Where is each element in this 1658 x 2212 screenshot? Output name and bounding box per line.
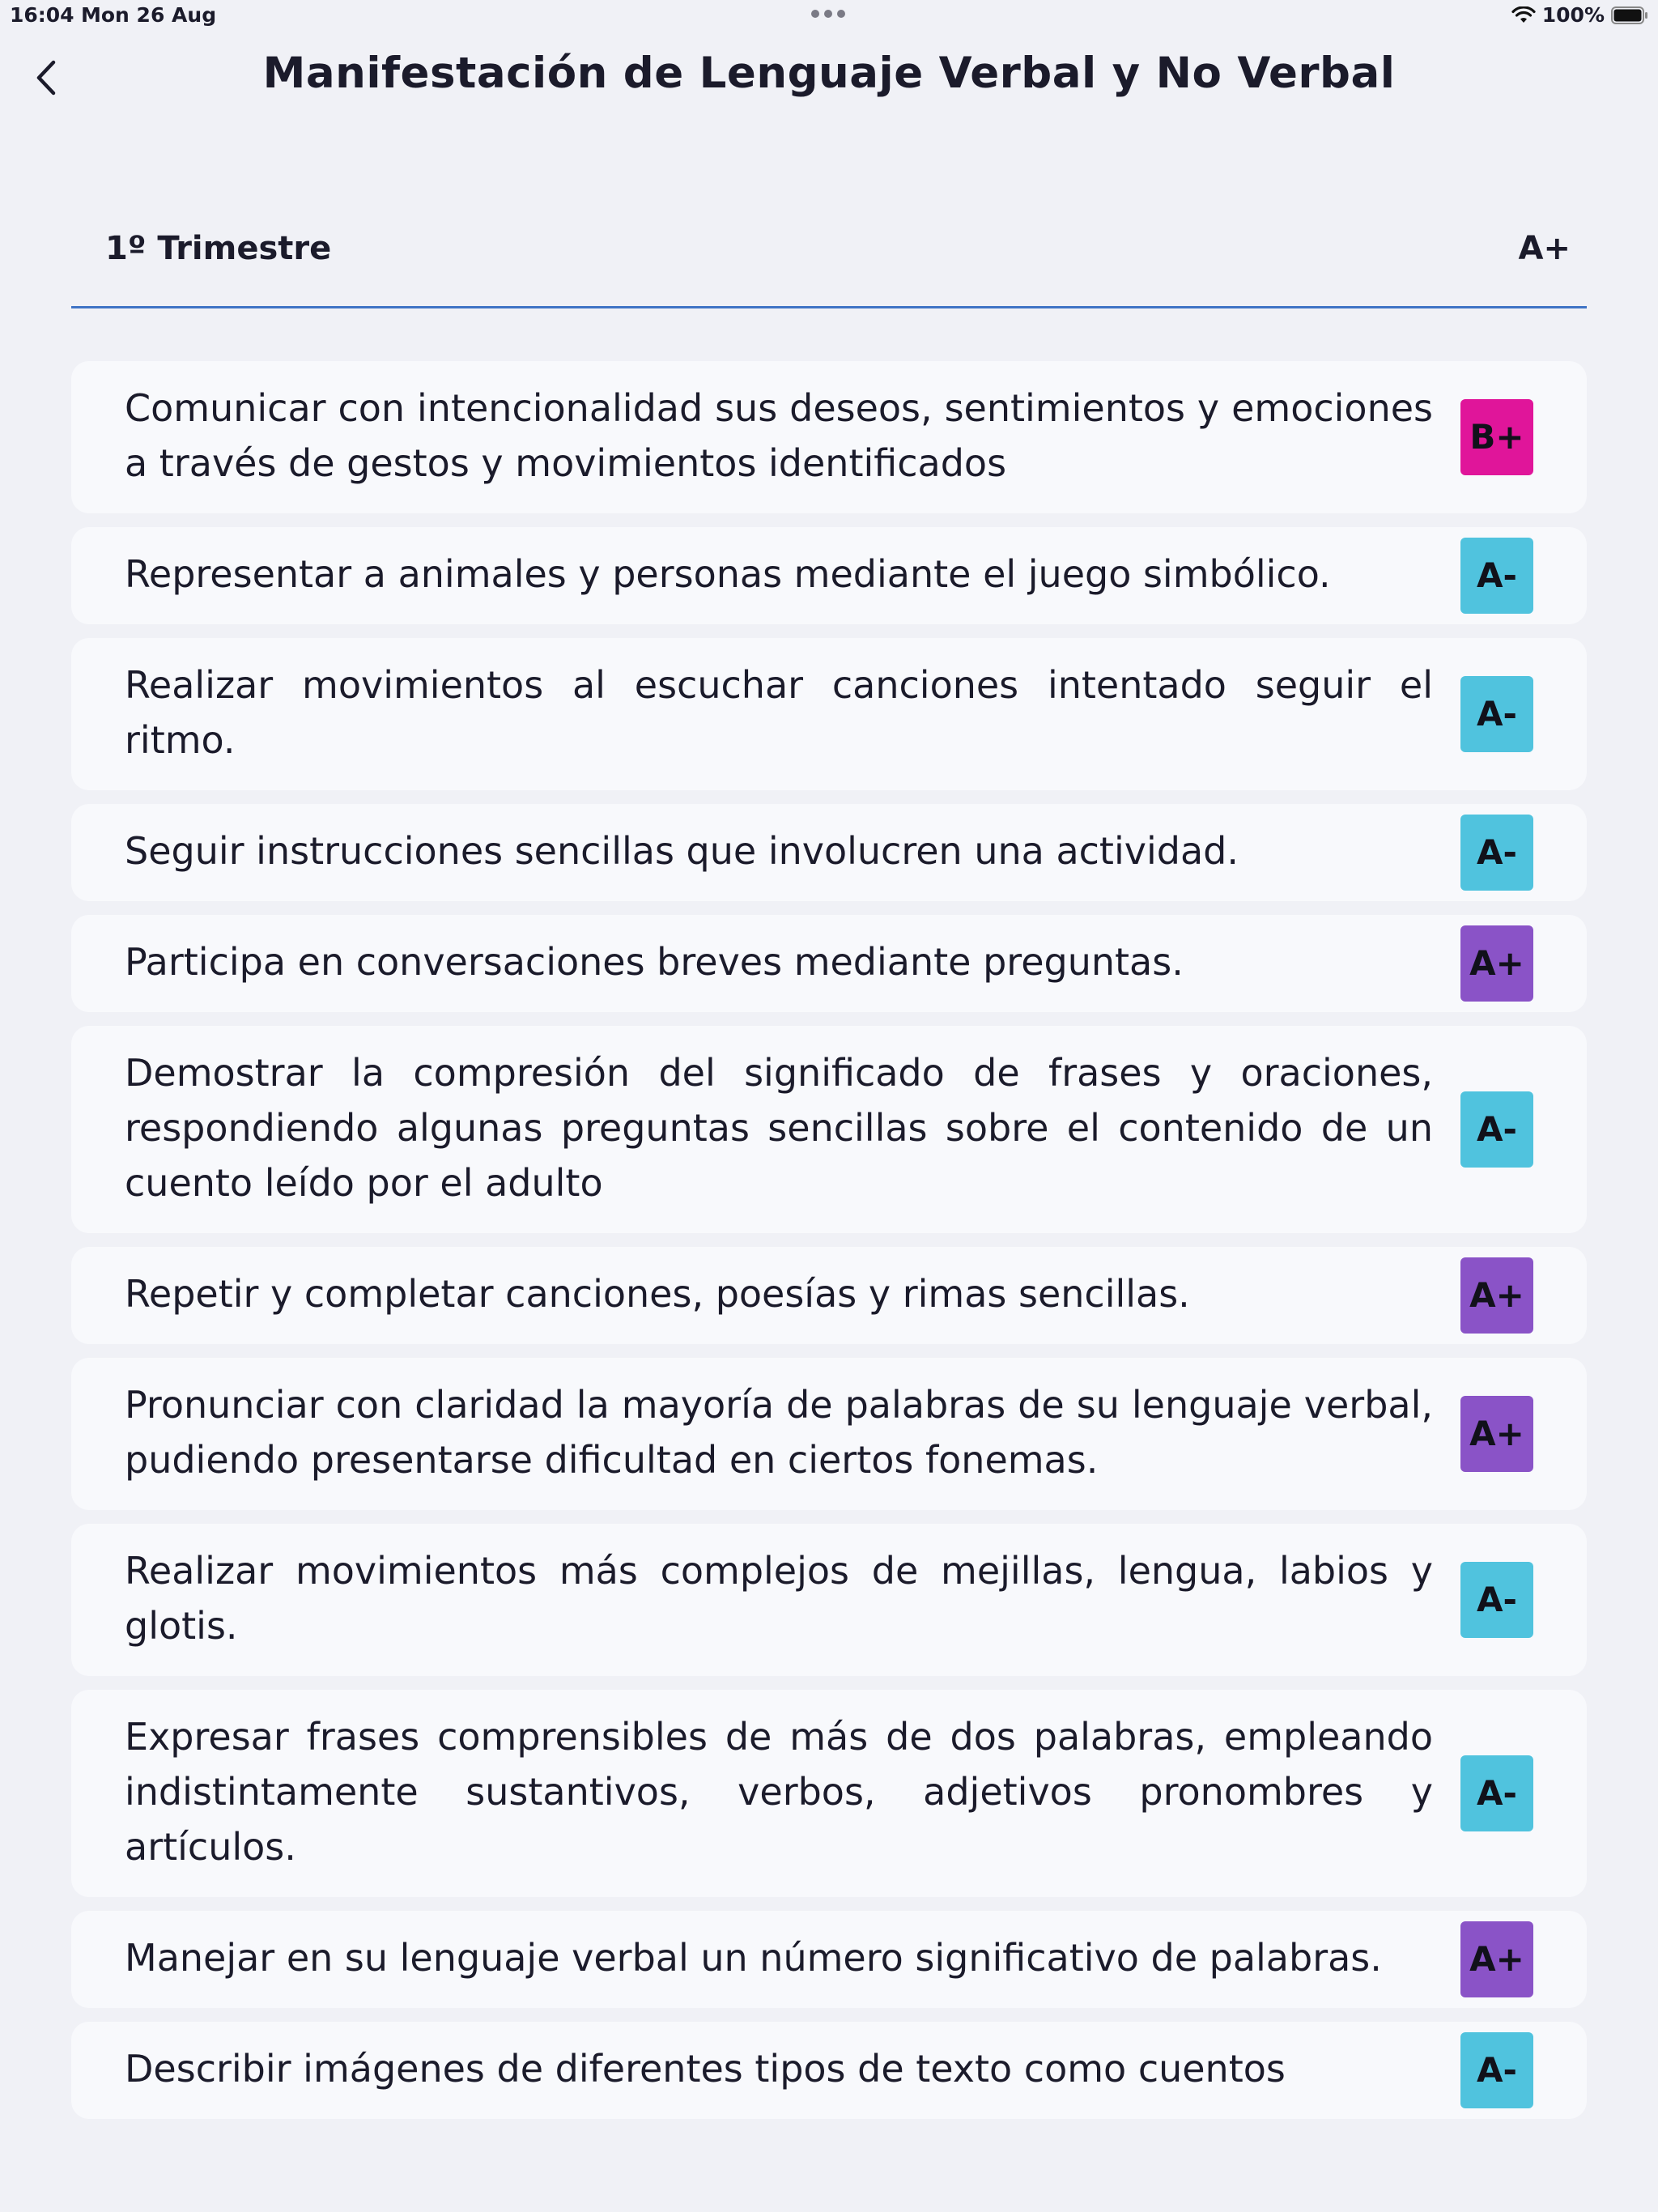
status-bar xyxy=(0,0,1658,32)
criterion-text: Representar a animales y personas mediante el juego simbólico. xyxy=(125,552,1331,596)
criterion-row xyxy=(71,2022,1587,2119)
grade-badge: A+ xyxy=(1460,1921,1533,1997)
criterion-row xyxy=(71,915,1587,1012)
grade-badge: A- xyxy=(1460,538,1533,614)
grade-badge: B+ xyxy=(1460,399,1533,475)
criterion-row xyxy=(71,1524,1587,1676)
criterion-text: Comunicar con intencionalidad sus deseos, sentimientos y emociones a través de gestos y movimientos identificados xyxy=(125,386,1433,485)
grade-badge: A- xyxy=(1460,1091,1533,1168)
criterion-text: Repetir y completar canciones, poesías y rimas sencillas. xyxy=(125,1272,1190,1316)
wifi-icon xyxy=(1511,6,1536,24)
criterion-row xyxy=(71,1026,1587,1233)
criterion-text: Demostrar la compresión del significado de frases y oraciones, respondiendo algunas preguntas sencillas sobre el contenido de un cuento leído por el adulto xyxy=(125,1051,1433,1205)
criterion-text: Manejar en su lenguaje verbal un número significativo de palabras. xyxy=(125,1936,1382,1980)
criterion-text: Seguir instrucciones sencillas que involucren una actividad. xyxy=(125,829,1239,873)
criterion-text: Expresar frases comprensibles de más de dos palabras, empleando indistintamente sustantivos, verbos, adjetivos pronombres y artículos. xyxy=(125,1715,1433,1869)
criterion-text: Realizar movimientos más complejos de mejillas, lengua, labios y glotis. xyxy=(125,1549,1433,1648)
criterion-text: Participa en conversaciones breves mediante preguntas. xyxy=(125,940,1184,984)
criterion-row xyxy=(71,638,1587,790)
multitasking-dots-icon[interactable] xyxy=(811,10,845,18)
page-title: Manifestación de Lenguaje Verbal y No Verbal xyxy=(262,49,1396,98)
battery-icon xyxy=(1611,6,1648,24)
criterion-row xyxy=(71,1690,1587,1897)
criterion-text: Describir imágenes de diferentes tipos de texto como cuentos xyxy=(125,2047,1286,2091)
grade-badge: A+ xyxy=(1460,1396,1533,1472)
grade-badge: A- xyxy=(1460,1755,1533,1831)
criterion-row xyxy=(71,804,1587,901)
status-date: Mon 26 Aug xyxy=(81,3,217,27)
grade-badge: A+ xyxy=(1460,1257,1533,1334)
criterion-text: Realizar movimientos al escuchar canciones intentado seguir el ritmo. xyxy=(125,663,1433,762)
criterion-row xyxy=(71,1911,1587,2008)
trimester-grade: A+ xyxy=(1518,230,1571,267)
trimester-header[interactable] xyxy=(71,212,1587,308)
status-time: 16:04 xyxy=(10,3,74,27)
status-indicators xyxy=(1511,3,1648,27)
battery-percent: 100% xyxy=(1541,3,1605,27)
grade-badge: A- xyxy=(1460,2032,1533,2108)
criterion-text: Pronunciar con claridad la mayoría de palabras de su lenguaje verbal, pudiendo presentarse dificultad en ciertos fonemas. xyxy=(125,1383,1433,1482)
criterion-row xyxy=(71,527,1587,624)
grade-badge: A- xyxy=(1460,1562,1533,1638)
criteria-list xyxy=(71,361,1587,2133)
criterion-row xyxy=(71,361,1587,513)
grade-badge: A+ xyxy=(1460,925,1533,1002)
criterion-row xyxy=(71,1247,1587,1344)
grade-badge: A- xyxy=(1460,815,1533,891)
trimester-label: 1º Trimestre xyxy=(105,230,332,267)
grade-badge: A- xyxy=(1460,676,1533,752)
criterion-row xyxy=(71,1358,1587,1510)
